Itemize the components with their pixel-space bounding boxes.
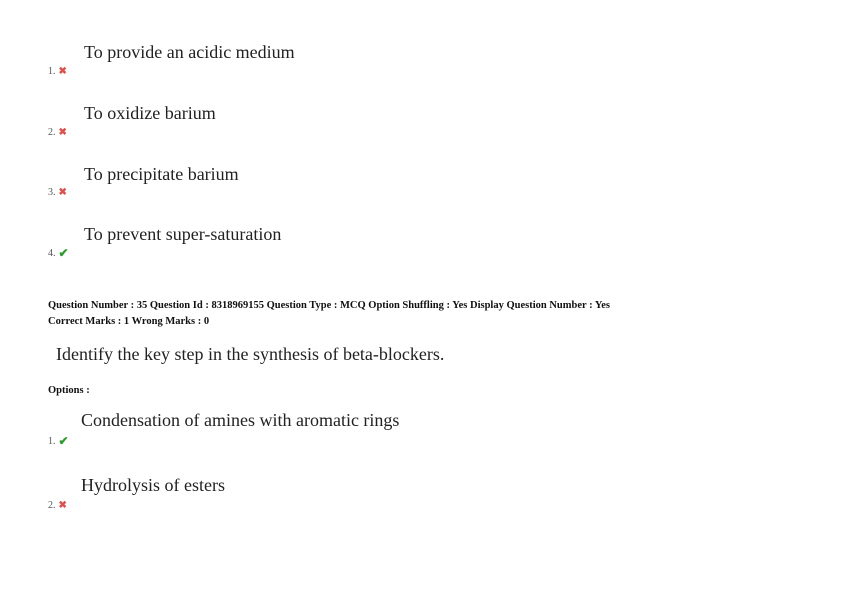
options-label: Options : [48,385,90,396]
option-number-label: 1. [48,66,56,77]
question-meta-line-1: Question Number : 35 Question Id : 8318969155 Question Type : MCQ Option Shuffling : Yes Display Question Number : Yes [48,300,611,311]
option-number [48,127,67,138]
option-number-label: 4. [48,247,56,259]
option-number [48,500,67,511]
question-meta-line-2: Correct Marks : 1 Wrong Marks : 0 [48,316,210,327]
option-text: To oxidize barium [84,103,216,123]
option-text: To provide an acidic medium [84,42,295,62]
option-number [48,435,69,447]
option-text: Condensation of amines with aromatic rings [81,410,400,430]
option-text: Hydrolysis of esters [81,475,225,495]
option-number [48,66,67,77]
option-number [48,187,67,198]
check-icon: ✔ [58,434,69,448]
wrong-icon: ✖ [58,65,67,77]
option-number-label: 3. [48,187,56,198]
wrong-icon: ✖ [58,499,67,511]
wrong-icon: ✖ [58,186,67,198]
option-number-label: 2. [48,500,56,511]
option-number [48,247,69,259]
option-text: To precipitate barium [84,164,239,184]
option-number-label: 1. [48,435,56,447]
question-text: Identify the key step in the synthesis of beta-blockers. [56,344,445,364]
check-icon: ✔ [58,246,69,260]
option-text: To prevent super-saturation [84,224,282,244]
option-number-label: 2. [48,127,56,138]
wrong-icon: ✖ [58,126,67,138]
